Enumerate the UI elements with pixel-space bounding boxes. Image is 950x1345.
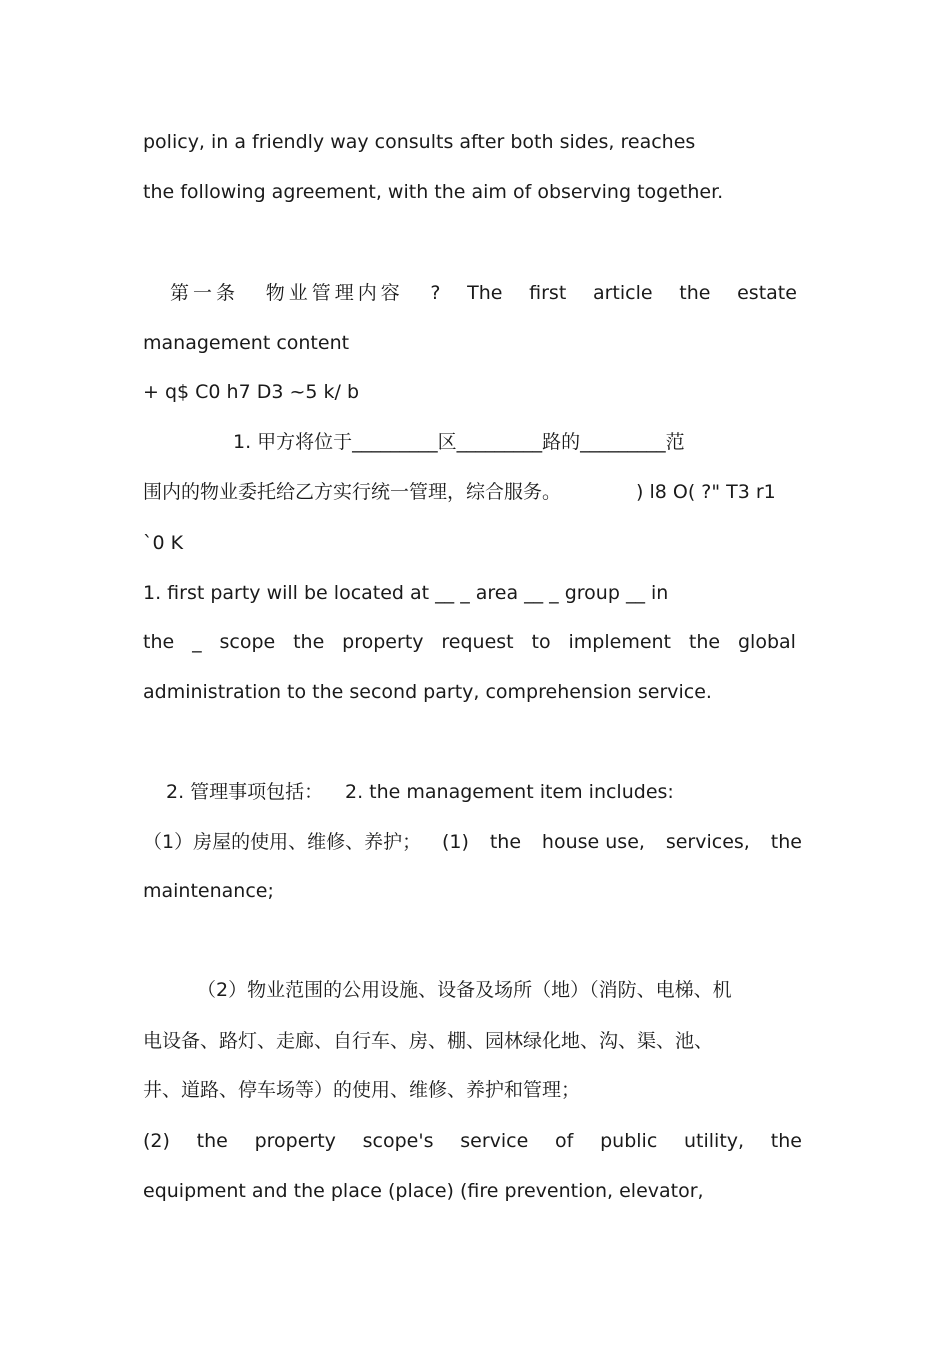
clause-1-zh: 1. 甲方将位于_________区_________路的_________范	[233, 431, 685, 453]
word: (2)	[143, 1130, 170, 1152]
item-2-en-line	[143, 1129, 802, 1153]
text-line: policy, in a friendly way consults after both sides, reaches	[143, 131, 696, 153]
word: the	[688, 631, 721, 653]
word: the	[196, 1130, 228, 1152]
word: scope's	[362, 1130, 434, 1152]
word: to	[531, 631, 551, 653]
word: _	[192, 631, 202, 653]
heading-word: article	[592, 282, 653, 304]
text-line: 井、道路、停车场等）的使用、维修、养护和管理；	[143, 1079, 581, 1101]
clause-2-en: 2. the management item includes:	[345, 781, 674, 803]
text-line: maintenance;	[143, 880, 274, 902]
article-number: 第一条	[170, 282, 240, 304]
article-title-zh: 物业管理内容	[265, 282, 404, 304]
garbled-text-line: + q$ C0 h7 D3 ~5 k/ b	[143, 381, 360, 403]
item-1-line	[143, 830, 802, 854]
article-heading	[170, 281, 797, 305]
text-line: administration to the second party, comprehension service.	[143, 681, 712, 703]
word: the	[293, 631, 325, 653]
heading-word: first	[529, 282, 567, 304]
heading-word: estate	[737, 282, 797, 304]
heading-word: ?	[430, 282, 441, 304]
text-line: 电设备、路灯、走廊、自行车、房、棚、园林绿化地、沟、渠、池、	[143, 1030, 714, 1052]
text-line: equipment and the place (place) (fire prevention, elevator,	[143, 1180, 704, 1202]
heading-word: The	[467, 282, 503, 304]
word: the	[770, 831, 802, 853]
word: global	[737, 631, 796, 653]
heading-word: the	[679, 282, 711, 304]
word: services,	[665, 831, 750, 853]
text-line: 围内的物业委托给乙方实行统一管理，综合服务。	[143, 481, 562, 503]
word: the	[770, 1130, 802, 1152]
word: utility,	[684, 1130, 745, 1152]
item-1-zh: （1）房屋的使用、维修、养护；	[143, 831, 422, 853]
word: request	[441, 631, 514, 653]
text-line: management content	[143, 332, 350, 354]
word: (1)	[442, 831, 469, 853]
word: of	[555, 1130, 574, 1152]
clause-1-en: 1. first party will be located at __ _ area __ _ group __ in	[143, 582, 669, 604]
text-line: the following agreement, with the aim of observing together.	[143, 181, 724, 203]
justified-text-line	[143, 630, 796, 654]
garbled-text-line: `0 K	[143, 532, 184, 554]
word: the	[489, 831, 522, 853]
clause-2-zh: 2. 管理事项包括：	[166, 781, 324, 803]
word: property	[342, 631, 424, 653]
item-2-zh: （2）物业范围的公用设施、设备及场所（地）（消防、电梯、机	[197, 979, 732, 1001]
word: the	[143, 631, 175, 653]
word: implement	[568, 631, 672, 653]
garbled-text-line: ) l8 O( ?" T3 r1	[636, 481, 776, 503]
word: property	[254, 1130, 336, 1152]
word: public	[600, 1130, 658, 1152]
word: service	[460, 1130, 529, 1152]
word: house use,	[541, 831, 645, 853]
word: scope	[219, 631, 276, 653]
